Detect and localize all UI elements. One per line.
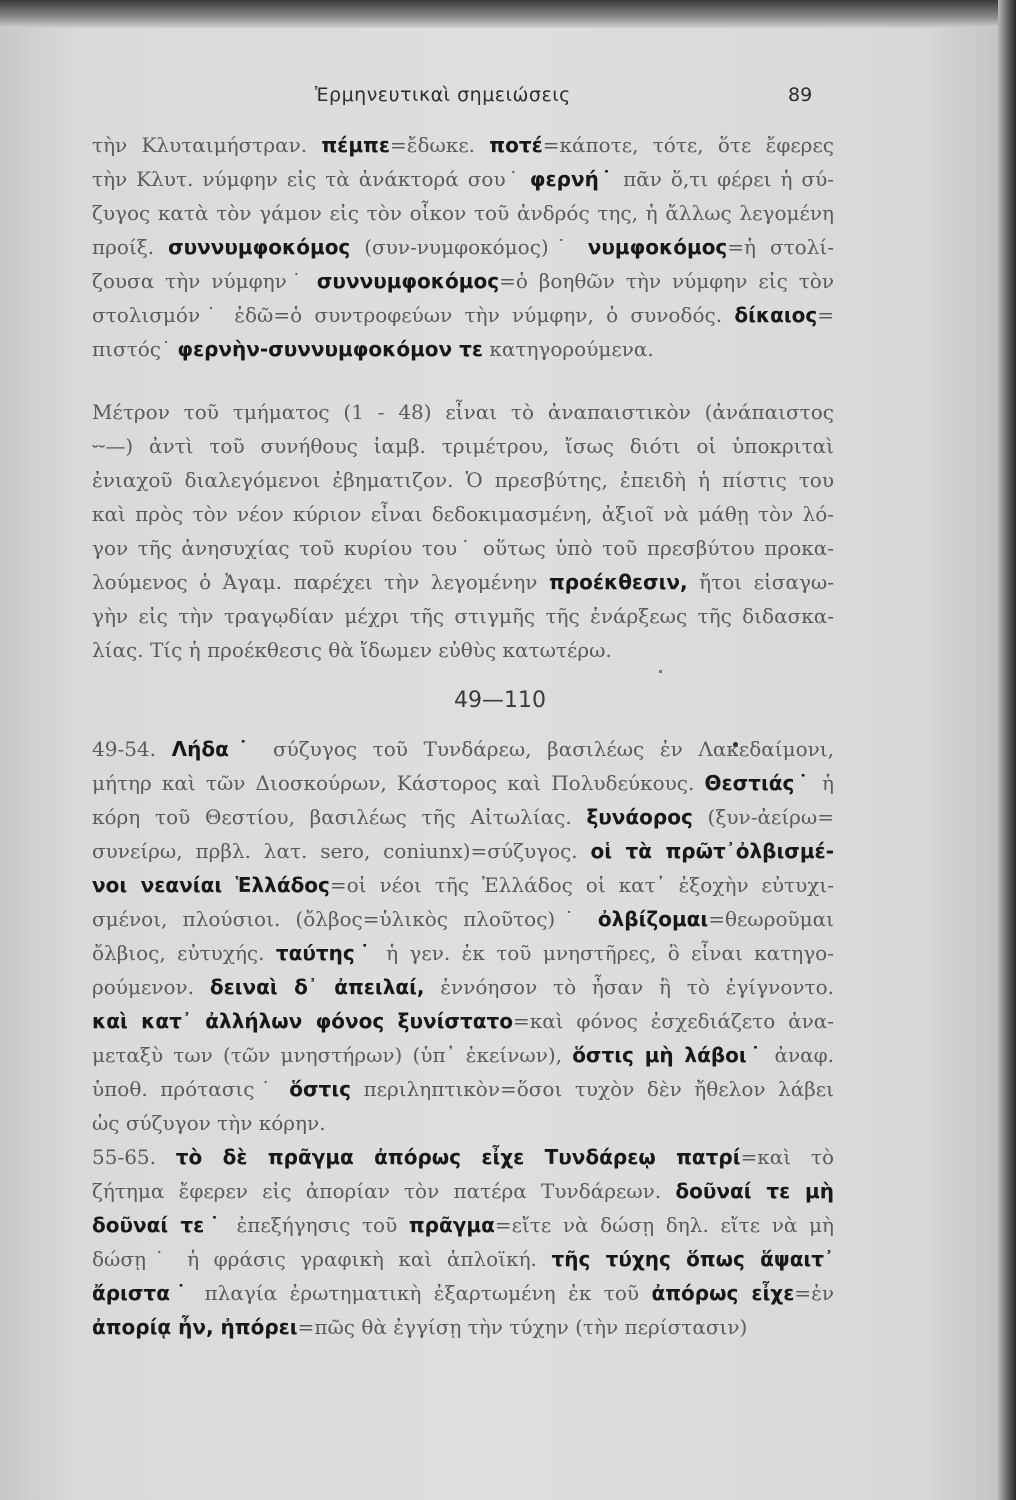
text-run: 49-54. <box>92 737 172 761</box>
text-run: μήτηρ καὶ τῶν Διοσκούρων, Κάστορος καὶ Πολυδεύκους. <box>92 771 705 795</box>
text-run: περιληπτικὸν=ὅσοι τυχὸν δὲν ἤθελον λάβει <box>350 1077 834 1101</box>
text-line <box>92 1276 834 1310</box>
text-run: ζυγος κατὰ τὸν γάμον εἰς τὸν οἶκον τοῦ ἀνδρός της, ἡ ἄλλως λεγομένη <box>92 201 834 225</box>
text-run: καὶ πρὸς τὸν νέον κύριον εἶναι δεδοκιμασμένη, ἀξιοῖ νὰ μάθῃ τὸν λό- <box>92 502 834 526</box>
text-line <box>92 162 834 196</box>
text-line <box>92 332 834 366</box>
text-run: πιστός˙ <box>92 337 178 361</box>
lemma-term: δοῦναί τε˙ <box>92 1213 225 1237</box>
page-header <box>0 84 1000 114</box>
scan-right-edge <box>998 0 1016 1500</box>
text-run: =ἐν <box>794 1281 834 1305</box>
text-run: =κάποτε, τότε, ὅτε ἔφερες <box>542 133 834 157</box>
lemma-term: συννυμφοκόμος <box>316 269 500 293</box>
text-line <box>92 1140 834 1174</box>
lemma-term: ὅστις <box>289 1077 351 1101</box>
text-run: =ὁ βοηθῶν τὴν νύμφην εἰς τὸν <box>499 269 834 293</box>
lemma-term: φερνή˙ <box>529 167 615 191</box>
text-run: πᾶν ὅ,τι φέρει ἡ σύ- <box>614 167 834 191</box>
text-run: ζουσα τὴν νύμφην˙ <box>92 269 317 293</box>
lemma-term: δίκαιος <box>734 303 818 327</box>
text-run: ρούμενον. <box>92 975 210 999</box>
text-run: μεταξὺ των (τῶν μνηστήρων) (ὑπ᾽ ἐκείνων), <box>92 1043 573 1067</box>
text-run: =καὶ τὸ <box>740 1145 834 1169</box>
text-run: λούμενος ὁ Ἀγαμ. παρέχει τὴν λεγομένην <box>92 570 549 594</box>
text-run: =εἴτε νὰ δώσῃ δηλ. εἴτε νὰ μὴ <box>494 1213 834 1237</box>
text-line <box>92 1208 834 1242</box>
text-run: =ἔδωκε. <box>389 133 490 157</box>
text-line <box>92 395 834 429</box>
lemma-term: Θεστιάς˙ <box>704 771 812 795</box>
text-line <box>92 1242 834 1276</box>
paragraph-2 <box>92 395 834 667</box>
text-run: Μέτρον τοῦ τμήματος (1 - 48) εἶναι τὸ ἀναπαιστικὸν (ἀνάπαιστος <box>92 400 834 424</box>
text-line <box>92 936 834 970</box>
stray-mark <box>659 670 662 673</box>
text-run: ζήτημα ἔφερεν εἰς ἀπορίαν τὸν πατέρα Τυνδάρεων. <box>92 1179 676 1203</box>
text-line <box>92 633 834 667</box>
text-run: =ἡ στολί- <box>727 235 834 259</box>
text-run: ἀναφ. <box>764 1043 834 1067</box>
lemma-term: ξυνάορος <box>586 805 693 829</box>
text-run: (ξυν-ἀείρω= <box>692 805 834 829</box>
text-line <box>92 1038 834 1072</box>
text-line <box>92 834 834 868</box>
text-run: =οἱ νέοι τῆς Ἑλλάδος οἱ κατ᾽ ἐξοχὴν εὐτυχι- <box>329 873 834 897</box>
text-line <box>92 230 834 264</box>
text-line <box>92 1174 834 1208</box>
lemma-term: νυμφοκόμος <box>587 235 728 259</box>
text-line <box>92 868 834 902</box>
text-line <box>92 902 834 936</box>
text-run: ἐνιαχοῦ διαλεγόμενοι ἐβηματιζον. Ὁ πρεσβύτης, ἐπειδὴ ἡ πίστις του <box>92 468 834 492</box>
text-line <box>92 497 834 531</box>
text-run: τὴν Κλυτ. νύμφην εἰς τὰ ἀνάκτορά σου˙ <box>92 167 530 191</box>
text-run: συνείρω, πρβλ. λατ. sero, coniunx)=σύζυγος. <box>92 839 591 863</box>
text-line <box>92 298 834 332</box>
text-line <box>92 565 834 599</box>
text-run: στολισμόν˙ ἐδῶ=ὁ συντροφεύων τὴν νύμφην, ὁ συνοδός. <box>92 303 735 327</box>
text-run: ὄλβιος, εὐτυχής. <box>92 941 276 965</box>
lemma-term: ὀλβίζομαι <box>597 907 709 931</box>
text-line <box>92 429 834 463</box>
text-run: κόρη τοῦ Θεστίου, βασιλέως τῆς Αἰτωλίας. <box>92 805 587 829</box>
paragraph-1 <box>92 128 834 366</box>
text-run: =θεωροῦμαι <box>708 907 834 931</box>
paragraph-4 <box>92 1140 834 1344</box>
text-run: σμένοι, πλούσιοι. (ὄλβος=ὑλικὸς πλοῦτος)˙ <box>92 907 598 931</box>
running-title: Ἑρμηνευτικαὶ σημειώσεις <box>315 84 571 106</box>
text-run: ἡ <box>811 771 834 795</box>
text-line <box>92 766 834 800</box>
text-run: πλαγία ἐρωτηματικὴ ἐξαρτωμένη ἐκ τοῦ <box>192 1281 652 1305</box>
text-run: ἐννόησον τὸ ἦσαν ἢ τὸ ἐγίγνοντο. <box>424 975 834 999</box>
text-run: προίξ. <box>92 235 169 259</box>
text-run: ἐπεξήγησις τοῦ <box>224 1213 409 1237</box>
text-run: γον τῆς ἀνησυχίας τοῦ κυρίου του˙ οὕτως ὑπὸ τοῦ πρεσβύτου προκα- <box>92 536 834 560</box>
text-line <box>92 1004 834 1038</box>
text-line <box>92 1106 834 1140</box>
lemma-term: φερνὴν-συννυμφοκόμον τε <box>177 337 484 361</box>
lemma-term: πέμπε <box>321 133 390 157</box>
text-line <box>92 970 834 1004</box>
text-line <box>92 264 834 298</box>
text-line <box>92 1072 834 1106</box>
lemma-term: τῆς τύχης ὅπως ἅψαιτ᾽ <box>551 1247 834 1271</box>
paragraph-3 <box>92 732 834 1140</box>
text-run: γὴν εἰς τὴν τραγῳδίαν μέχρι τῆς στιγμῆς τῆς ἐνάρξεως τῆς διδασκα- <box>92 604 834 628</box>
text-run: τὴν Κλυταιμήστραν. <box>92 133 322 157</box>
lemma-term: συννυμφοκόμος <box>168 235 351 259</box>
text-run: δώσῃ˙ ἡ φράσις γραφικὴ καὶ ἁπλοϊκή. <box>92 1247 552 1271</box>
text-line <box>92 800 834 834</box>
text-run: ὡς σύζυγον τὴν κόρην. <box>92 1111 326 1135</box>
text-run: κατηγορούμενα. <box>483 337 654 361</box>
lemma-term: οἱ τὰ πρῶτ᾽ὀλβισμέ- <box>590 839 834 863</box>
lemma-term: δοῦναί τε μὴ <box>675 1179 834 1203</box>
lemma-term: ἀπόρως εἶχε <box>651 1281 795 1305</box>
lemma-term: ταύτης˙ <box>275 941 375 965</box>
text-run: ⏑⏑—) ἀντὶ τοῦ συνήθους ἰαμβ. τριμέτρου, ἴσως διότι οἱ ὑποκριταὶ <box>92 434 834 458</box>
text-run: 55-65. <box>92 1145 176 1169</box>
text-run: ἡ γεν. ἐκ τοῦ μνηστῆρες, ὃ εἶναι κατηγο- <box>374 941 834 965</box>
lemma-term: Λήδα˙ <box>171 737 258 761</box>
lemma-term: δειναὶ δ᾽ ἀπειλαί, <box>209 975 425 999</box>
text-line <box>92 196 834 230</box>
text-line <box>92 599 834 633</box>
lemma-term: ὅστις μὴ λάβοι˙ <box>572 1043 765 1067</box>
scan-top-edge <box>0 0 1016 28</box>
lemma-term: ποτέ <box>489 133 543 157</box>
lemma-term: καὶ κατ᾽ ἀλλήλων φόνος ξυνίστατο <box>92 1009 514 1033</box>
text-run: =καὶ φόνος ἐσχεδιάζετο ἀνα- <box>513 1009 834 1033</box>
text-run: = <box>817 303 834 327</box>
lemma-term: ἀπορίᾳ ἦν, ἠπόρει <box>92 1315 298 1339</box>
text-line <box>92 463 834 497</box>
section-heading: 49—110 <box>454 688 546 713</box>
text-run: ὑποθ. πρότασις˙ <box>92 1077 290 1101</box>
text-run: σύζυγος τοῦ Τυνδάρεω, βασιλέως ἐν Λακεδαίμονι, <box>257 737 834 761</box>
text-run: =πῶς θὰ ἐγγίσῃ τὴν τύχην (τὴν περίστασιν) <box>297 1315 748 1339</box>
lemma-term: προέκθεσιν, <box>548 570 688 594</box>
lemma-term: ἄριστα˙ <box>92 1281 193 1305</box>
text-line <box>92 128 834 162</box>
text-run: ἤτοι εἰσαγω- <box>687 570 834 594</box>
text-line <box>92 531 834 565</box>
lemma-term: τὸ δὲ πρᾶγμα ἀπόρως εἶχε Τυνδάρεῳ πατρί <box>175 1145 741 1169</box>
text-run: (συν-νυμφοκόμος)˙ <box>350 235 588 259</box>
text-run: λίας. Τίς ἡ προέκθεσις θὰ ἴδωμεν εὐθὺς κατωτέρω. <box>92 638 612 662</box>
text-line <box>92 732 834 766</box>
lemma-term: νοι νεανίαι Ἑλλάδος <box>92 873 330 897</box>
lemma-term: πρᾶγμα <box>408 1213 495 1237</box>
page-number: 89 <box>788 84 813 106</box>
text-line <box>92 1310 834 1344</box>
